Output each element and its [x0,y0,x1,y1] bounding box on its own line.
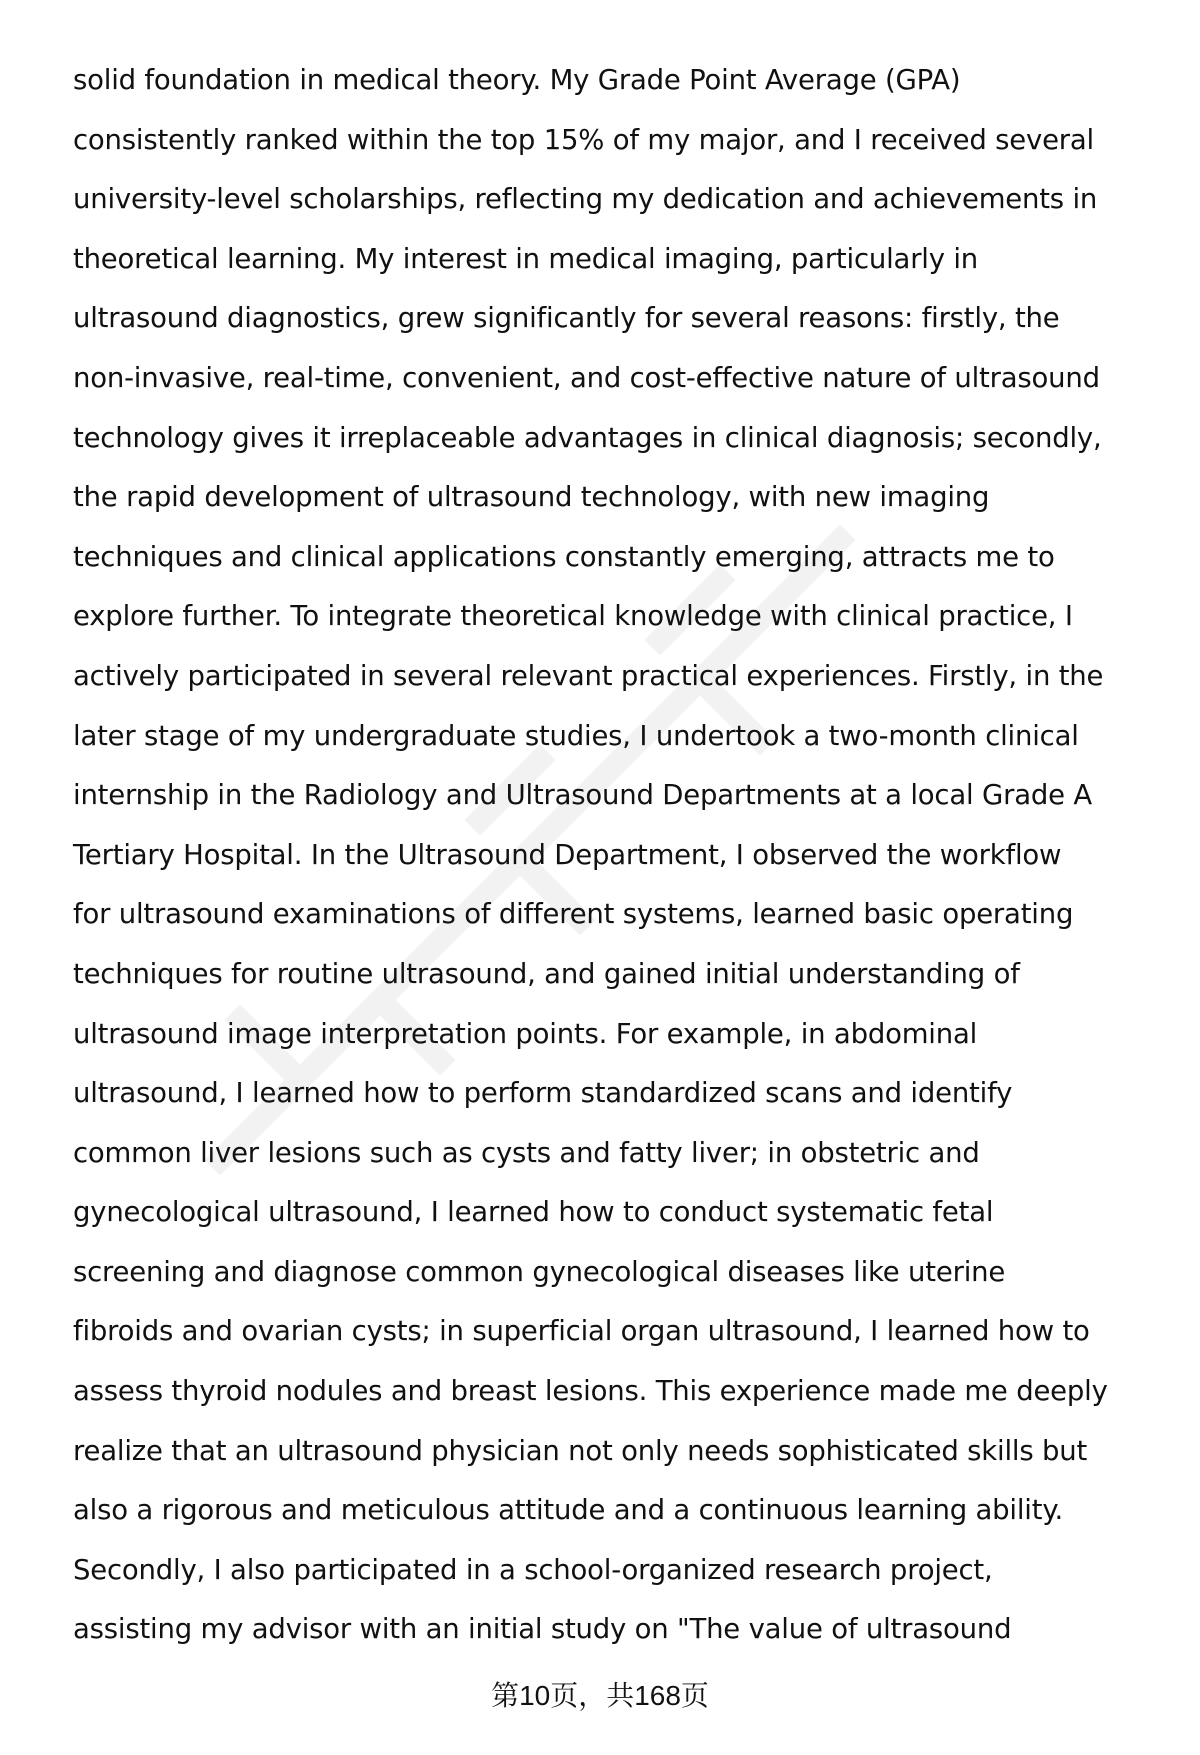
text-line: later stage of my undergraduate studies, I undertook a two-month clinical [73,719,1079,752]
text-line: solid foundation in medical theory. My Grade Point Average (GPA) [73,64,961,96]
text-line: screening and diagnose common gynecological diseases like uterine [73,1255,1006,1288]
text-line: non-invasive, real-time, convenient, and cost-effective nature of ultrasound [73,361,1100,394]
text-line: gynecological ultrasound, I learned how to conduct systematic fetal [73,1196,994,1229]
text-line: techniques for routine ultrasound, and gained initial understanding of [73,957,1020,990]
text-line: techniques and clinical applications constantly emerging, attracts me to [73,540,1055,573]
text-line: also a rigorous and meticulous attitude and a continuous learning ability. [73,1494,1064,1527]
text-line: theoretical learning. My interest in medical imaging, particularly in [73,242,979,275]
text-line: explore further. To integrate theoretical knowledge with clinical practice, I [73,600,1073,633]
text-line: university-level scholarships, reflecting my dedication and achievements in [73,183,1098,216]
text-line: realize that an ultrasound physician not only needs sophisticated skills but [73,1434,1088,1467]
text-line: technology gives it irreplaceable advantages in clinical diagnosis; secondly, [73,421,1102,454]
text-line: ultrasound, I learned how to perform standardized scans and identify [73,1077,1013,1110]
text-line: ultrasound diagnostics, grew significantly for several reasons: firstly, the [73,302,1060,335]
body-text [73,58,1163,1667]
text-line: for ultrasound examinations of different systems, learned basic operating [73,898,1074,931]
text-line: fibroids and ovarian cysts; in superficial organ ultrasound, I learned how to [73,1315,1090,1348]
text-line: actively participated in several relevant practical experiences. Firstly, in the [73,659,1104,692]
text-line: the rapid development of ultrasound technology, with new imaging [73,481,990,514]
text-line: ultrasound image interpretation points. For example, in abdominal [73,1017,978,1050]
text-line: Tertiary Hospital. In the Ultrasound Department, I observed the workflow [73,838,1062,871]
text-line: assisting my advisor with an initial study on "The value of ultrasound [73,1613,1012,1646]
text-line: Secondly, I also participated in a school-organized research project, [73,1553,993,1586]
text-line: internship in the Radiology and Ultrasound Departments at a local Grade A [73,779,1092,812]
text-line: consistently ranked within the top 15% of my major, and I received several [73,123,1094,156]
text-line: common liver lesions such as cysts and fatty liver; in obstetric and [73,1136,980,1169]
text-line: assess thyroid nodules and breast lesions. This experience made me deeply [73,1375,1108,1408]
page-number-footer: 第10页，共168页 [491,1680,709,1711]
